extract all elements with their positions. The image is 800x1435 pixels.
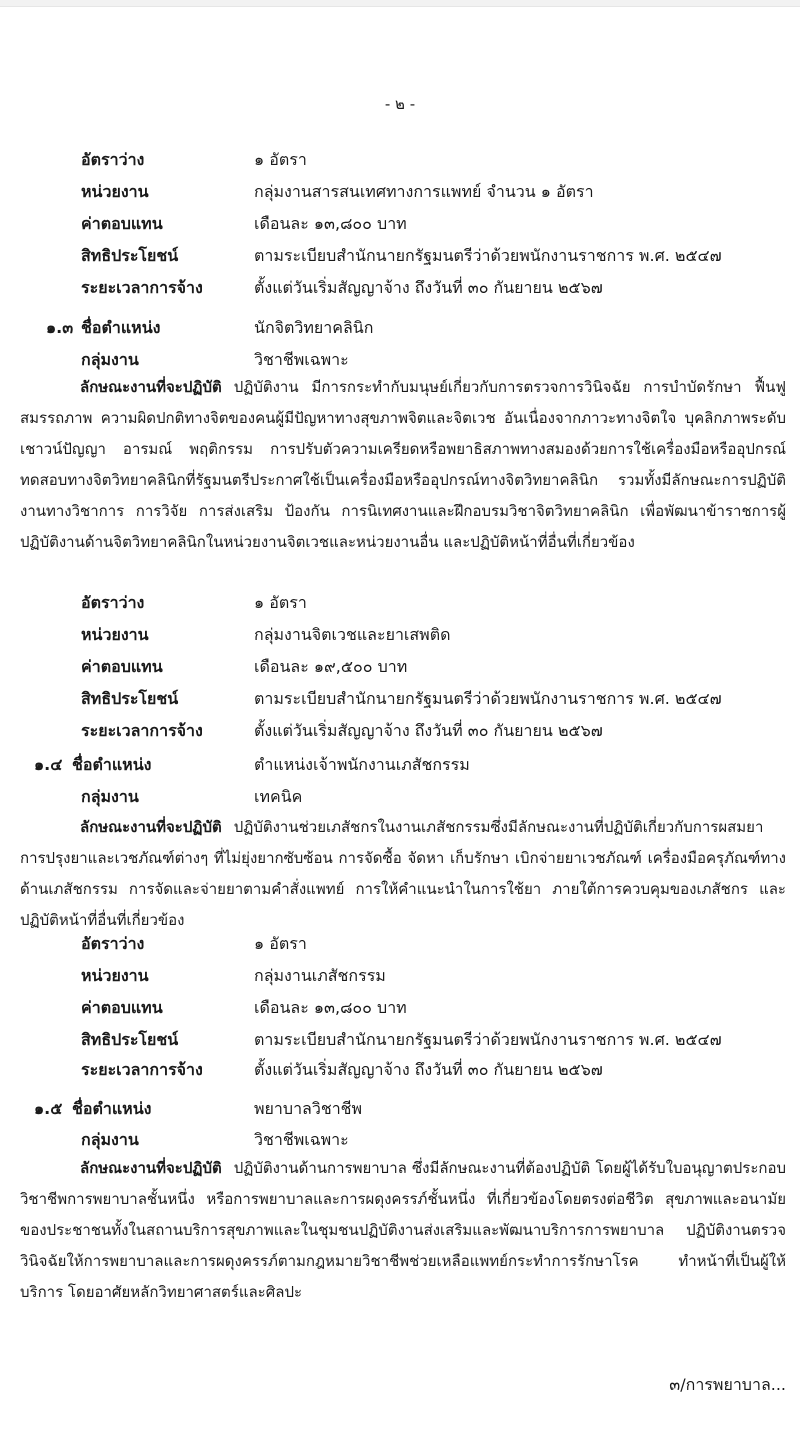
unit-value: กลุ่มงานสารสนเทศทางการแพทย์ จำนวน ๑ อัตรา (254, 182, 594, 201)
position-title-label: ชื่อตำแหน่ง (72, 755, 152, 774)
group-value: วิชาชีพเฉพาะ (254, 350, 349, 369)
page-number: - ๒ - (384, 95, 416, 113)
duty-text: ปฏิบัติงาน มีการกระทำกับมนุษย์เกี่ยวกับการตรวจการวินิจฉัย การบำบัดรักษา ฟื้นฟูสมรรถภาพ ความผิดปกติทางจิตของคนผู้มีปัญหาทางสุขภาพจิตและจิตเวช อันเนื่องจากภาวะทางจิตใจ บุคลิกภาพระดับเชาวน์ปัญญา อารมณ์ พฤติกรรม การปรับตัวความเครียดหรือพยาธิสภาพทางสมองด้วยการใช้เครื่องมือหรืออุปกรณ์ทดสอบทางจิตวิทยาคลินิกที่รัฐมนตรีประกาศใช้เป็นเครื่องมือหรืออุปกรณ์ทางจิตวิทยาคลินิก รวมทั้งมีลักษณะการปฏิบัติงานทางวิชาการ การวิจัย การส่งเสริม ป้องกัน การนิเทศงานและฝึกอบรมวิชาจิตวิทยาคลินิก เพื่อพัฒนาข้าราชการผู้ปฏิบัติงานด้านจิตวิทยาคลินิกในหน่วยงานจิตเวชและหน่วยงานอื่น และปฏิบัติหน้าที่อื่นที่เกี่ยวข้อง (20, 378, 786, 551)
group-value: วิชาชีพเฉพาะ (254, 1130, 349, 1149)
pay-value: เดือนละ ๑๓,๘๐๐ บาท (254, 214, 407, 233)
duty-text: ปฏิบัติงานด้านการพยาบาล ซึ่งมีลักษณะงานที่ต้องปฏิบัติ โดยผู้ได้รับใบอนุญาตประกอบวิชาชีพการพยาบาลชั้นหนึ่ง หรือการพยาบาลและการผดุงครรภ์ชั้นหนึ่ง ที่เกี่ยวข้องโดยตรงต่อชีวิต สุขภาพและอนามัยของประชาชนทั้งในสถานบริการสุขภาพและในชุมชนปฏิบัติงานส่งเสริมและพัฒนาบริการการพยาบาล ปฏิบัติงานตรวจวินิจฉัยให้การพยาบาลและการผดุงครรภ์ตามกฎหมายวิชาชีพช่วยเหลือแพทย์กระทำการรักษาโรค ทำหน้าที่เป็นผู้ให้บริการ โดยอาศัยหลักวิทยาศาสตร์และศิลปะ (20, 1159, 786, 1301)
duty-paragraph (20, 1153, 786, 1308)
unit-label: หน่วยงาน (81, 182, 149, 201)
vacancy-value: ๑ อัตรา (254, 150, 307, 169)
position-title-label: ชื่อตำแหน่ง (81, 318, 161, 337)
vacancy-value: ๑ อัตรา (254, 593, 307, 612)
benefit-label: สิทธิประโยชน์ (81, 689, 179, 708)
duty-label: ลักษณะงานที่จะปฏิบัติ (80, 818, 222, 836)
position-number: ๑.๓ (46, 318, 74, 337)
period-value: ตั้งแต่วันเริ่มสัญญาจ้าง ถึงวันที่ ๓๐ กันยายน ๒๕๖๗ (254, 278, 603, 297)
vacancy-label: อัตราว่าง (81, 934, 145, 953)
duty-text: ปฏิบัติงานช่วยเภสัชกรในงานเภสัชกรรมซึ่งมีลักษณะงานที่ปฏิบัติเกี่ยวกับการผสมยา การปรุงยาและเวชภัณฑ์ต่างๆ ที่ไม่ยุ่งยากซับซ้อน การจัดซื้อ จัดหา เก็บรักษา เบิกจ่ายยาเวชภัณฑ์ เครื่องมือครุภัณฑ์ทางด้านเภสัชกรรม การจัดและจ่ายยาตามคำสั่งแพทย์ การให้คำแนะนำในการใช้ยา ภายใต้การควบคุมของเภสัชกร และปฏิบัติหน้าที่อื่นที่เกี่ยวข้อง (20, 818, 786, 929)
continuation-note: ๓/การพยาบาล... (669, 1375, 786, 1394)
group-label: กลุ่มงาน (81, 350, 139, 369)
group-value: เทคนิค (254, 787, 303, 806)
vacancy-label: อัตราว่าง (81, 150, 145, 169)
benefit-value: ตามระเบียบสำนักนายกรัฐมนตรีว่าด้วยพนักงานราชการ พ.ศ. ๒๕๔๗ (254, 689, 722, 708)
period-value: ตั้งแต่วันเริ่มสัญญาจ้าง ถึงวันที่ ๓๐ กันยายน ๒๕๖๗ (254, 1060, 603, 1079)
benefit-label: สิทธิประโยชน์ (81, 246, 179, 265)
vacancy-label: อัตราว่าง (81, 593, 145, 612)
benefit-label: สิทธิประโยชน์ (81, 1030, 179, 1049)
position-title: นักจิตวิทยาคลินิก (254, 318, 374, 337)
position-number: ๑.๔ (34, 755, 63, 774)
unit-value: กลุ่มงานเภสัชกรรม (254, 966, 386, 985)
page-top-edge (0, 0, 800, 7)
position-title: พยาบาลวิชาชีพ (254, 1099, 363, 1118)
vacancy-value: ๑ อัตรา (254, 934, 307, 953)
group-label: กลุ่มงาน (81, 787, 139, 806)
period-label: ระยะเวลาการจ้าง (81, 1060, 203, 1079)
unit-value: กลุ่มงานจิตเวชและยาเสพติด (254, 625, 451, 644)
benefit-value: ตามระเบียบสำนักนายกรัฐมนตรีว่าด้วยพนักงานราชการ พ.ศ. ๒๕๔๗ (254, 1030, 722, 1049)
unit-label: หน่วยงาน (81, 966, 149, 985)
pay-label: ค่าตอบแทน (81, 657, 163, 676)
position-title: ตำแหน่งเจ้าพนักงานเภสัชกรรม (254, 755, 470, 774)
benefit-value: ตามระเบียบสำนักนายกรัฐมนตรีว่าด้วยพนักงานราชการ พ.ศ. ๒๕๔๗ (254, 246, 722, 265)
pay-label: ค่าตอบแทน (81, 214, 163, 233)
group-label: กลุ่มงาน (81, 1130, 139, 1149)
position-title-label: ชื่อตำแหน่ง (72, 1099, 152, 1118)
unit-label: หน่วยงาน (81, 625, 149, 644)
period-label: ระยะเวลาการจ้าง (81, 278, 203, 297)
pay-label: ค่าตอบแทน (81, 998, 163, 1017)
duty-paragraph (20, 372, 786, 558)
period-label: ระยะเวลาการจ้าง (81, 721, 203, 740)
duty-label: ลักษณะงานที่จะปฏิบัติ (80, 378, 222, 396)
pay-value: เดือนละ ๑๙,๕๐๐ บาท (254, 657, 408, 676)
position-number: ๑.๕ (34, 1099, 63, 1118)
period-value: ตั้งแต่วันเริ่มสัญญาจ้าง ถึงวันที่ ๓๐ กันยายน ๒๕๖๗ (254, 721, 603, 740)
duty-label: ลักษณะงานที่จะปฏิบัติ (80, 1159, 222, 1177)
duty-paragraph (20, 812, 786, 936)
pay-value: เดือนละ ๑๓,๘๐๐ บาท (254, 998, 407, 1017)
